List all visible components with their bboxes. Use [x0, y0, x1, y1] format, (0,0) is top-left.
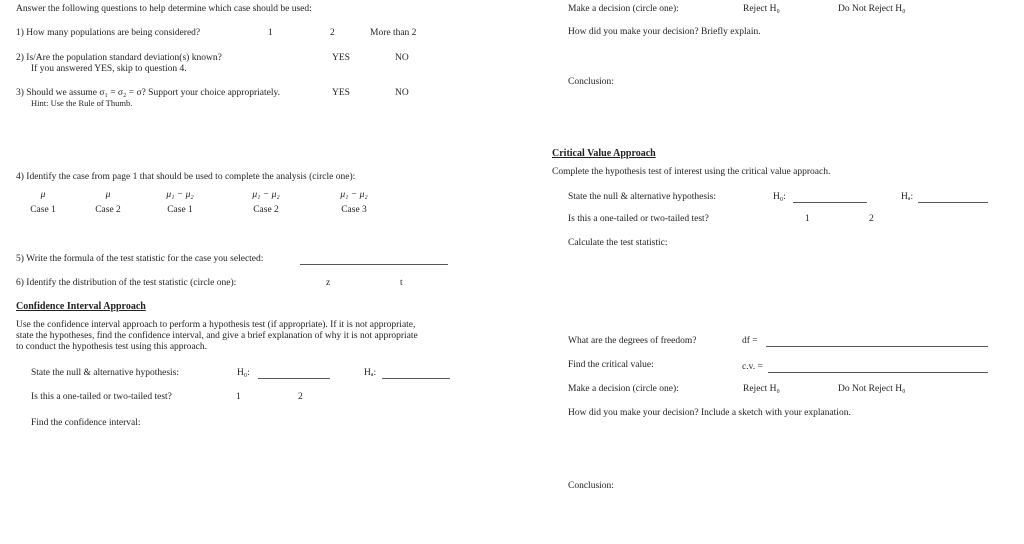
- cv-df-line[interactable]: [766, 346, 988, 347]
- cv-state-hypothesis: State the null & alternative hypothesis:: [568, 192, 717, 202]
- ci-h0-line[interactable]: [258, 378, 330, 379]
- ci-ha-label: Hₐ:: [364, 368, 377, 378]
- ci-instructions-1: Use the confidence interval approach to perform a hypothesis test (if appropriate). If it is not appropriate,: [16, 320, 416, 330]
- cv-df-question: What are the degrees of freedom?: [568, 336, 697, 346]
- cv-ha-label: Hₐ:: [901, 192, 914, 202]
- cv-reject-option[interactable]: Reject H₀: [743, 384, 780, 394]
- q3-option-no[interactable]: NO: [395, 88, 409, 98]
- conclusion-label: Conclusion:: [568, 77, 614, 87]
- question-6: 6) Identify the distribution of the test statistic (circle one):: [16, 278, 237, 288]
- case-symbol: μ: [40, 190, 46, 200]
- cv-ha-line[interactable]: [918, 202, 988, 203]
- ci-heading: Confidence Interval Approach: [16, 301, 146, 312]
- case-option[interactable]: Case 1: [30, 205, 56, 215]
- question-3: 3) Should we assume σ₁ = σ₂ = σ? Support your choice appropriately.: [16, 88, 280, 98]
- q6-option-z[interactable]: z: [326, 278, 331, 288]
- case-symbol: μ₁ − μ₂: [340, 190, 368, 200]
- formula-answer-line[interactable]: [300, 264, 448, 265]
- cv-h0-label: H₀:: [773, 192, 786, 202]
- question-1: 1) How many populations are being considered?: [16, 28, 201, 38]
- q6-option-t[interactable]: t: [400, 278, 403, 288]
- cv-conclusion-label: Conclusion:: [568, 481, 614, 491]
- question-2-note: If you answered YES, skip to question 4.: [31, 64, 187, 74]
- cv-critical-question: Find the critical value:: [568, 360, 654, 370]
- cv-tail-option-2[interactable]: 2: [869, 214, 874, 224]
- ci-instructions-3: to conduct the hypothesis test using this approach.: [16, 342, 208, 352]
- ci-tail-option-2[interactable]: 2: [298, 392, 303, 402]
- cv-intro: Complete the hypothesis test of interest using the critical value approach.: [552, 167, 831, 177]
- question-3-hint: Hint: Use the Rule of Thumb.: [31, 98, 133, 108]
- cv-cv-line[interactable]: [768, 372, 988, 373]
- cv-calc-statistic: Calculate the test statistic:: [568, 238, 668, 248]
- cv-how-prompt: How did you make your decision? Include a sketch with your explanation.: [568, 408, 851, 418]
- ci-find-interval: Find the confidence interval:: [31, 418, 141, 428]
- q1-option-more[interactable]: More than 2: [370, 28, 417, 38]
- question-5: 5) Write the formula of the test statistic for the case you selected:: [16, 254, 264, 264]
- ci-tail-option-1[interactable]: 1: [236, 392, 241, 402]
- do-not-reject-option[interactable]: Do Not Reject H₀: [838, 4, 906, 14]
- case-symbol: μ₁ − μ₂: [252, 190, 280, 200]
- ci-instructions-2: state the hypotheses, find the confidence interval, and give a brief explanation of why it is not appropriate: [16, 331, 418, 341]
- case-option[interactable]: Case 2: [95, 205, 121, 215]
- q1-option-2[interactable]: 2: [330, 28, 335, 38]
- ci-ha-line[interactable]: [382, 378, 450, 379]
- q2-option-yes[interactable]: YES: [332, 53, 350, 63]
- ci-h0-label: H₀:: [237, 368, 250, 378]
- case-symbol: μ₁ − μ₂: [166, 190, 194, 200]
- instructions-header: Answer the following questions to help determine which case should be used:: [16, 4, 312, 14]
- how-decision-prompt: How did you make your decision? Briefly explain.: [568, 27, 761, 37]
- cv-h0-line[interactable]: [793, 202, 867, 203]
- question-2: 2) Is/Are the population standard deviation(s) known?: [16, 53, 222, 63]
- case-option[interactable]: Case 3: [341, 205, 367, 215]
- decision-prompt: Make a decision (circle one):: [568, 4, 679, 14]
- ci-state-hypothesis: State the null & alternative hypothesis:: [31, 368, 180, 378]
- cv-do-not-reject-option[interactable]: Do Not Reject H₀: [838, 384, 906, 394]
- q1-option-1[interactable]: 1: [268, 28, 273, 38]
- question-4: 4) Identify the case from page 1 that should be used to complete the analysis (circle one):: [16, 172, 356, 182]
- cv-decision-prompt: Make a decision (circle one):: [568, 384, 679, 394]
- cv-heading: Critical Value Approach: [552, 148, 656, 159]
- cv-df-label: df =: [742, 336, 758, 346]
- q2-option-no[interactable]: NO: [395, 53, 409, 63]
- ci-tail-question: Is this a one-tailed or two-tailed test?: [31, 392, 172, 402]
- case-symbol: μ: [105, 190, 111, 200]
- cv-tail-question: Is this a one-tailed or two-tailed test?: [568, 214, 709, 224]
- cv-cv-label: c.v. =: [742, 362, 763, 372]
- case-option[interactable]: Case 1: [167, 205, 193, 215]
- reject-option[interactable]: Reject H₀: [743, 4, 780, 14]
- case-option[interactable]: Case 2: [253, 205, 279, 215]
- cv-tail-option-1[interactable]: 1: [805, 214, 810, 224]
- q3-option-yes[interactable]: YES: [332, 88, 350, 98]
